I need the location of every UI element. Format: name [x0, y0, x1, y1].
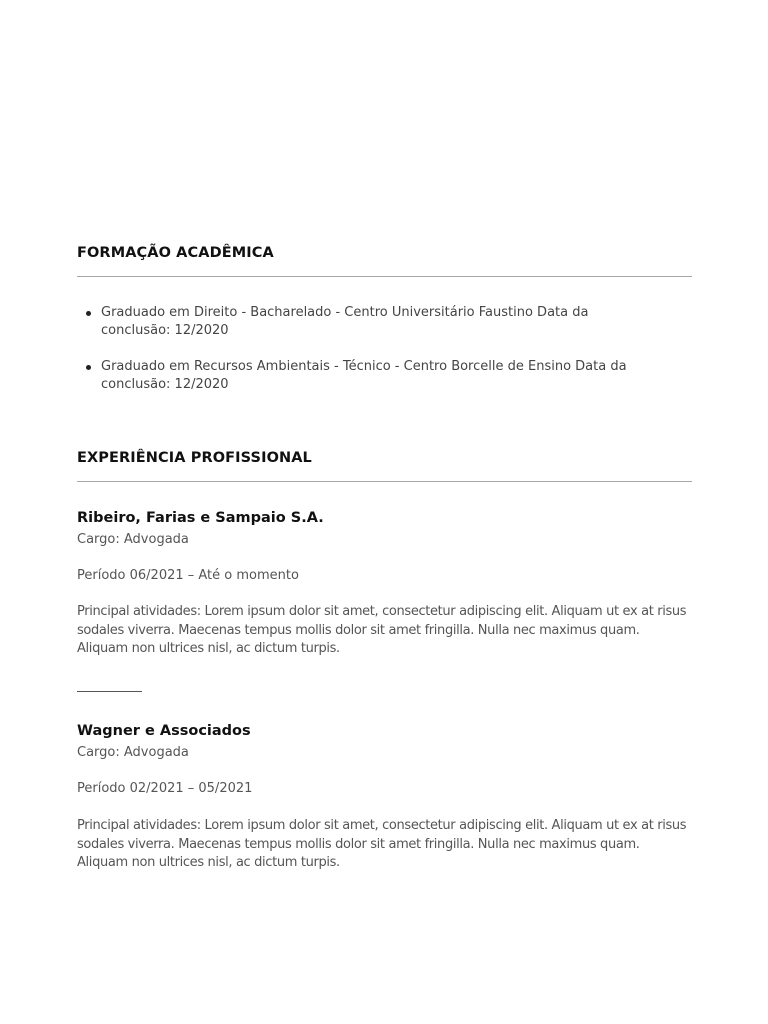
- education-section-title: FORMAÇÃO ACADÊMICA: [77, 245, 274, 261]
- job-company: Ribeiro, Farias e Sampaio S.A.: [77, 510, 324, 526]
- job-period: Período 02/2021 – 05/2021: [77, 781, 253, 796]
- experience-section-title: EXPERIÊNCIA PROFISSIONAL: [77, 450, 312, 466]
- job-separator: [77, 691, 142, 692]
- job-company: Wagner e Associados: [77, 723, 251, 739]
- education-list: [77, 304, 637, 412]
- education-item: [77, 304, 637, 340]
- bullet-icon: [86, 365, 91, 370]
- bullet-icon: [86, 311, 91, 316]
- job-description: Principal atividades: Lorem ipsum dolor sit amet, consectetur adipiscing elit. Aliquam ut ex at risus sodales viverra. Maecenas tempus mollis dolor sit amet fringilla. Nulla nec maximus quam. Aliquam non ultrices nisl, ac dictum turpis.: [77, 604, 687, 656]
- experience-divider: [77, 481, 692, 482]
- job-period: Período 06/2021 – Até o momento: [77, 568, 299, 583]
- education-item: [77, 358, 637, 394]
- job-description: Principal atividades: Lorem ipsum dolor sit amet, consectetur adipiscing elit. Aliquam ut ex at risus sodales viverra. Maecenas tempus mollis dolor sit amet fringilla. Nulla nec maximus quam. Aliquam non ultrices nisl, ac dictum turpis.: [77, 818, 687, 870]
- education-item-text: Graduado em Direito - Bacharelado - Centro Universitário Faustino Data da conclusão: 12/2020: [101, 305, 589, 338]
- job-role: Cargo: Advogada: [77, 532, 189, 547]
- education-divider: [77, 276, 692, 277]
- job-role: Cargo: Advogada: [77, 745, 189, 760]
- education-item-text: Graduado em Recursos Ambientais - Técnico - Centro Borcelle de Ensino Data da conclusão: 12/2020: [101, 359, 627, 392]
